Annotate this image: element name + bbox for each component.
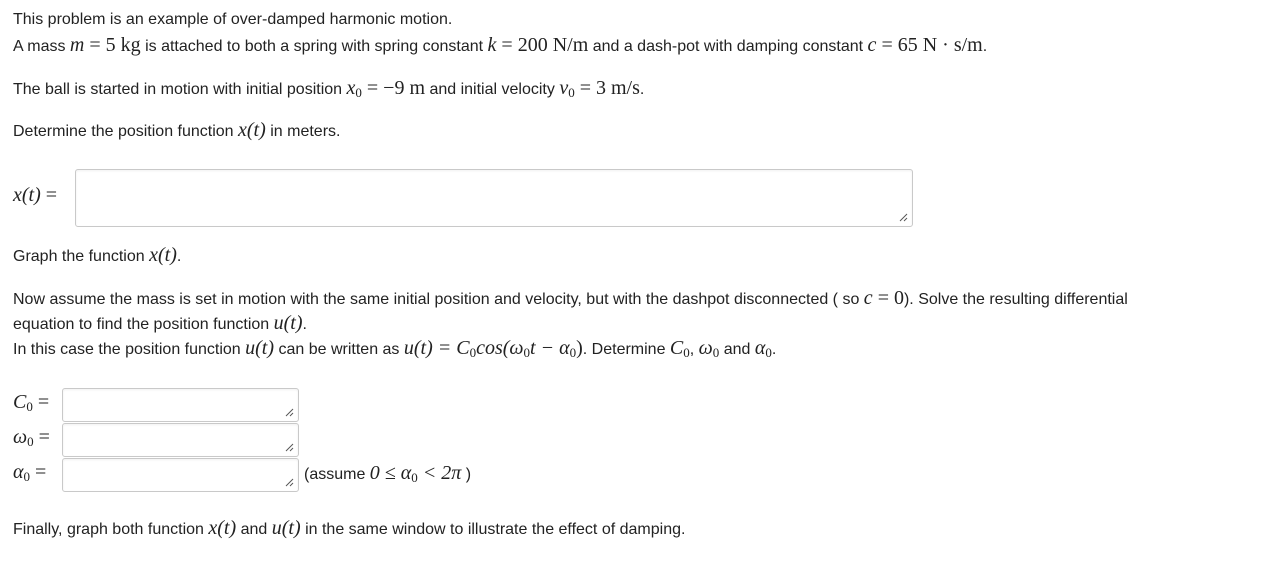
undamped-line-1: [13, 287, 1128, 311]
graph-function: x(t): [149, 244, 177, 266]
u-function: u(t): [273, 312, 303, 334]
w0-subscript: 0: [27, 434, 34, 449]
assume-expression: < 2π: [417, 462, 462, 484]
resize-grip-icon[interactable]: [285, 443, 294, 452]
resize-grip-icon[interactable]: [285, 408, 294, 417]
graph-text: Graph the function: [13, 248, 150, 265]
undamped-line-3: [13, 337, 776, 361]
a0-subscript: 0: [23, 469, 30, 484]
assume-subscript: 0: [411, 470, 418, 485]
graph-text: .: [176, 248, 182, 265]
equals-sign: =: [876, 34, 898, 56]
undamped-text: .: [302, 316, 307, 333]
x0-subscript: 0: [355, 85, 362, 100]
assume-text: (assume: [304, 466, 370, 483]
graph-prompt: [13, 244, 181, 268]
formula-subscript: 0: [569, 345, 577, 360]
x-function: x(t): [208, 517, 237, 539]
v0-symbol: v: [559, 77, 569, 99]
undamped-text: ). Solve the resulting differential: [903, 291, 1128, 308]
spring-constant-symbol: k: [487, 34, 497, 56]
undamped-text: and: [719, 341, 755, 358]
u-function: u(t): [245, 337, 275, 359]
C0-symbol: C: [669, 337, 684, 359]
final-text: Finally, graph both function: [13, 521, 209, 538]
intro-text: A mass: [13, 38, 70, 55]
undamped-line-2: [13, 312, 307, 336]
undamped-text: Now assume the mass is set in motion with the same initial position and velocity, but with the dashpot disconnected ( so: [13, 291, 864, 308]
resize-grip-icon[interactable]: [285, 478, 294, 487]
initial-text: .: [639, 81, 645, 98]
intro-line-2: [13, 34, 987, 58]
x-answer-label: [13, 184, 57, 207]
undamped-text: . Determine: [582, 341, 670, 358]
initial-conditions: [13, 77, 644, 101]
undamped-text: can be written as: [274, 341, 404, 358]
assume-text: ): [461, 466, 472, 483]
C0-subscript: 0: [683, 345, 690, 360]
w0-input[interactable]: [62, 423, 299, 457]
c-symbol: c: [863, 287, 873, 309]
formula-close: ): [576, 337, 583, 359]
w0-subscript: 0: [712, 345, 720, 360]
formula-subscript: 0: [469, 345, 477, 360]
assume-note: [304, 462, 471, 485]
final-prompt: [13, 517, 685, 541]
v0-subscript: 0: [568, 85, 575, 100]
damping-constant-value: 65 N · s/m: [897, 34, 983, 56]
undamped-text: .: [771, 341, 777, 358]
assume-expression: 0 ≤ α: [369, 462, 412, 484]
u-formula-cos: cos(ω: [476, 337, 524, 359]
u-formula-t: t − α: [530, 337, 570, 359]
v0-value: 3 m/s: [595, 77, 640, 99]
position-function: x(t): [238, 119, 266, 141]
x0-symbol: x: [346, 77, 356, 99]
C0-input[interactable]: [62, 388, 299, 422]
C0-label: [13, 391, 49, 414]
initial-text: and initial velocity: [425, 81, 560, 98]
u-function: u(t): [271, 517, 301, 539]
undamped-text: ,: [689, 341, 699, 358]
x-answer-symbol: x(t): [13, 184, 41, 206]
intro-text: is attached to both a spring with spring constant: [140, 38, 488, 55]
equals-sign: =: [496, 34, 518, 56]
w0-symbol: ω: [13, 426, 28, 448]
a0-symbol: α: [754, 337, 766, 359]
a0-input[interactable]: [62, 458, 299, 492]
equals-sign: =: [32, 391, 50, 413]
intro-line-1: [13, 9, 452, 31]
x0-value: −9 m: [383, 77, 426, 99]
w0-label: [13, 426, 50, 449]
resize-grip-icon[interactable]: [899, 213, 908, 222]
a0-subscript: 0: [765, 345, 772, 360]
u-formula: u(t) = C: [403, 337, 470, 359]
intro-text: This problem is an example of over-damped harmonic motion.: [13, 11, 453, 28]
equals-sign: =: [84, 34, 106, 56]
intro-text: .: [982, 38, 988, 55]
equals-sign: =: [33, 426, 50, 448]
a0-label: [13, 461, 46, 484]
a0-symbol: α: [13, 461, 24, 483]
x-answer-input[interactable]: [75, 169, 913, 227]
C0-subscript: 0: [26, 399, 33, 414]
final-text: in the same window to illustrate the effect of damping.: [300, 521, 686, 538]
spring-constant-value: 200 N/m: [517, 34, 589, 56]
intro-text: and a dash-pot with damping constant: [588, 38, 868, 55]
final-text: and: [236, 521, 272, 538]
equals-sign: =: [40, 184, 58, 206]
mass-symbol: m: [69, 34, 85, 56]
undamped-text: equation to find the position function: [13, 316, 274, 333]
w0-symbol: ω: [698, 337, 713, 359]
initial-text: The ball is started in motion with initial position: [13, 81, 347, 98]
determine-text: in meters.: [265, 123, 341, 140]
C0-symbol: C: [13, 391, 27, 413]
equals-sign: =: [361, 77, 384, 99]
determine-prompt: [13, 119, 340, 143]
c-zero: = 0: [872, 287, 904, 309]
equals-sign: =: [30, 461, 47, 483]
undamped-text: In this case the position function: [13, 341, 246, 358]
mass-value: 5 kg: [105, 34, 141, 56]
damping-constant-symbol: c: [867, 34, 877, 56]
determine-text: Determine the position function: [13, 123, 239, 140]
formula-subscript: 0: [523, 345, 531, 360]
equals-sign: =: [574, 77, 596, 99]
